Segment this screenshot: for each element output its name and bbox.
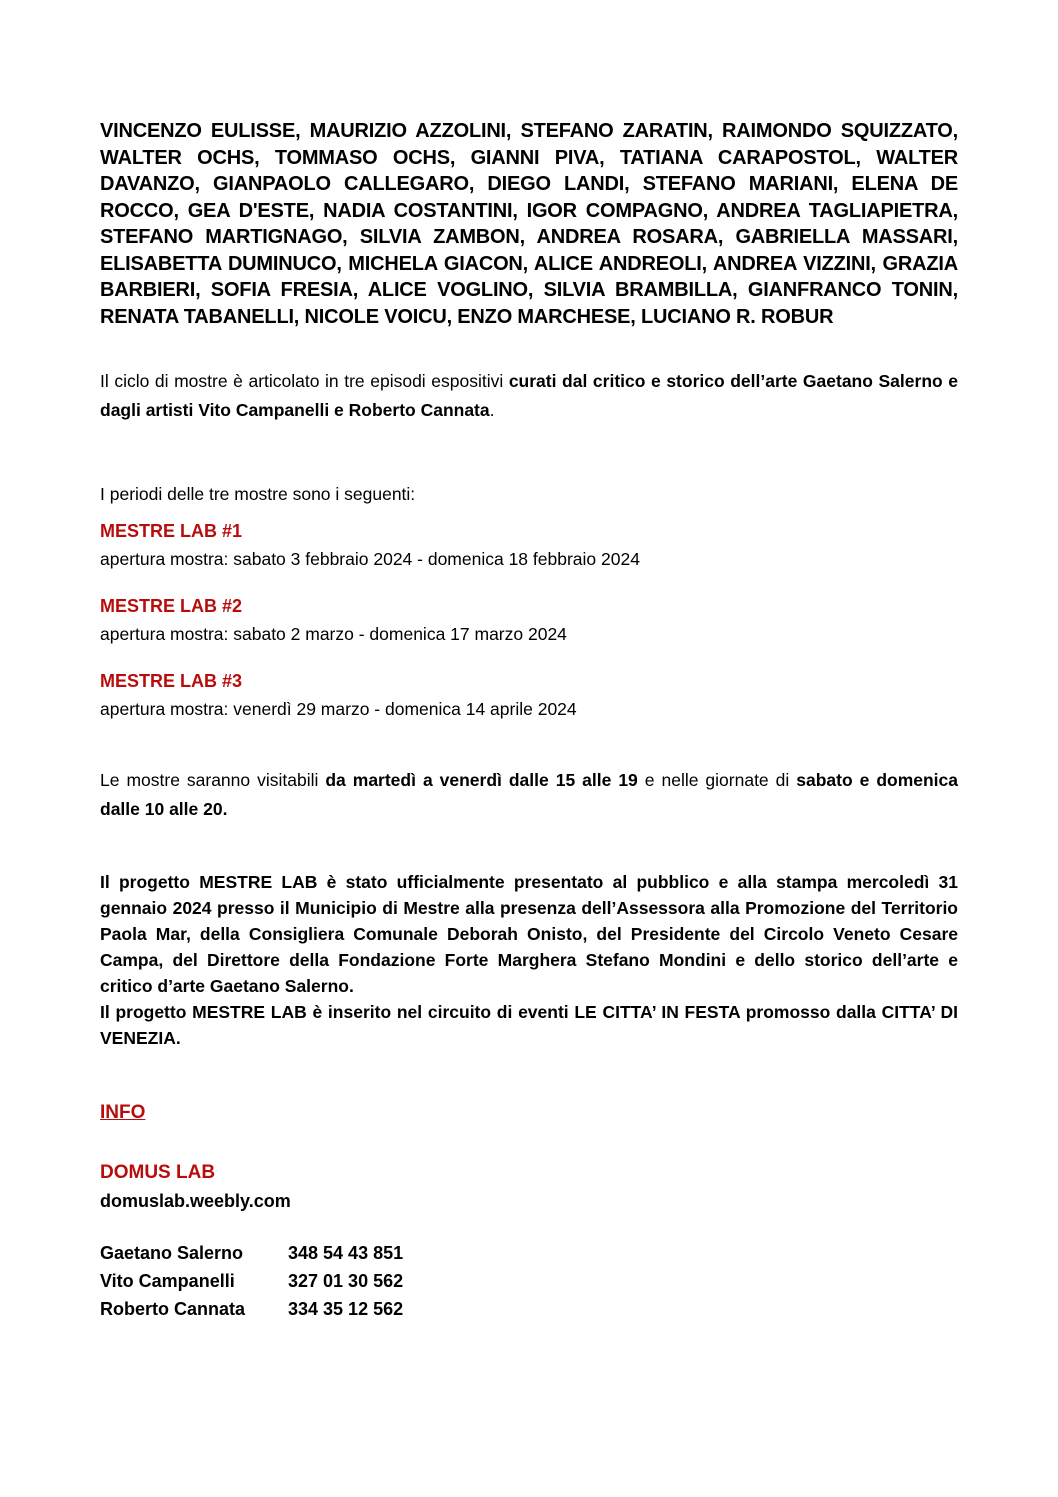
contact-row-2 <box>100 1267 958 1295</box>
project-paragraph-2: Il progetto MESTRE LAB è inserito nel circuito di eventi LE CITTA’ IN FESTA promosso dalla CITTA’ DI VENEZIA. <box>100 1002 958 1048</box>
contact-name-1: Gaetano Salerno <box>100 1243 244 1263</box>
intro-text-bold: curati dal critico e storico dell’arte Gaetano Salerno e dagli artisti Vito Campanelli e Roberto Cannata <box>100 371 959 420</box>
contact-phone-2: 327 01 30 562 <box>288 1271 404 1291</box>
intro-paragraph <box>100 367 958 425</box>
exhibition-item-2 <box>100 592 958 648</box>
contact-row-1 <box>100 1239 958 1267</box>
artists-list-paragraph: VINCENZO EULISSE, MAURIZIO AZZOLINI, STEFANO ZARATIN, RAIMONDO SQUIZZATO, WALTER OCHS, TOMMASO OCHS, GIANNI PIVA, TATIANA CARAPOSTOL, WALTER DAVANZO, GIANPAOLO CALLEGARO, DIEGO LANDI, STEFANO MARIANI, ELENA DE ROCCO, GEA D'ESTE, NADIA COSTANTINI, IGOR COMPAGNO, ANDREA TAGLIAPIETRA, STEFANO MARTIGNAGO, SILVIA ZAMBON, ANDREA ROSARA, GABRIELLA MASSARI, ELISABETTA DUMINUCO, MICHELA GIACON, ALICE ANDREOLI, ANDREA VIZZINI, GRAZIA BARBIERI, SOFIA FRESIA, ALICE VOGLINO, SILVIA BRAMBILLA, GIANFRANCO TONIN, RENATA TABANELLI, NICOLE VOICU, ENZO MARCHESE, LUCIANO R. ROBUR <box>100 120 958 328</box>
exhibition-title-1: MESTRE LAB #1 <box>100 521 243 541</box>
exhibition-item-1 <box>100 517 958 573</box>
exhibition-dates-1: apertura mostra: sabato 3 febbraio 2024 - domenica 18 febbraio 2024 <box>100 549 640 569</box>
exhibition-title-3: MESTRE LAB #3 <box>100 671 243 691</box>
contact-phone-3: 334 35 12 562 <box>288 1299 404 1319</box>
visiting-hours-paragraph <box>100 766 958 823</box>
project-paragraph-1: Il progetto MESTRE LAB è stato ufficialmente presentato al pubblico e alla stampa mercoledì 31 gennaio 2024 presso il Municipio di Mestre alla presenza dell’Assessora alla Promozione del Territorio Paola Mar, della Consigliera Comunale Deborah Onisto, del Presidente del Circolo Veneto Cesare Campa, del Direttore della Fondazione Forte Marghera Stefano Mondini e dello storico dell’arte e critico d’arte Gaetano Salerno. <box>100 872 958 996</box>
hours-text-bold-2: sabato e domenica dalle 10 alle 20. <box>100 770 959 819</box>
exhibition-item-3 <box>100 667 958 723</box>
exhibition-dates-3: apertura mostra: venerdì 29 marzo - domenica 14 aprile 2024 <box>100 699 577 719</box>
info-heading: INFO <box>100 1102 146 1123</box>
intro-text-normal-2: . <box>489 400 495 420</box>
periods-intro-text: I periodi delle tre mostre sono i seguenti: <box>100 484 416 504</box>
contact-name-2: Vito Campanelli <box>100 1271 235 1291</box>
hours-text-bold-1: da martedì a venerdì dalle 15 alle 19 <box>325 770 638 790</box>
intro-text-normal-1: Il ciclo di mostre è articolato in tre episodi espositivi <box>100 371 509 391</box>
hours-text-normal-2: e nelle giornate di <box>637 770 797 790</box>
project-presentation-block <box>100 869 958 1051</box>
contact-name-3: Roberto Cannata <box>100 1299 246 1319</box>
website-text: domuslab.weebly.com <box>100 1191 291 1211</box>
contact-phone-1: 348 54 43 851 <box>288 1243 404 1263</box>
organization-name: DOMUS LAB <box>100 1162 216 1183</box>
exhibition-dates-2: apertura mostra: sabato 2 marzo - domenica 17 marzo 2024 <box>100 624 567 644</box>
contacts-list <box>100 1239 958 1323</box>
exhibition-title-2: MESTRE LAB #2 <box>100 596 243 616</box>
hours-text-normal-1: Le mostre saranno visitabili <box>100 770 326 790</box>
contact-row-3 <box>100 1295 958 1323</box>
